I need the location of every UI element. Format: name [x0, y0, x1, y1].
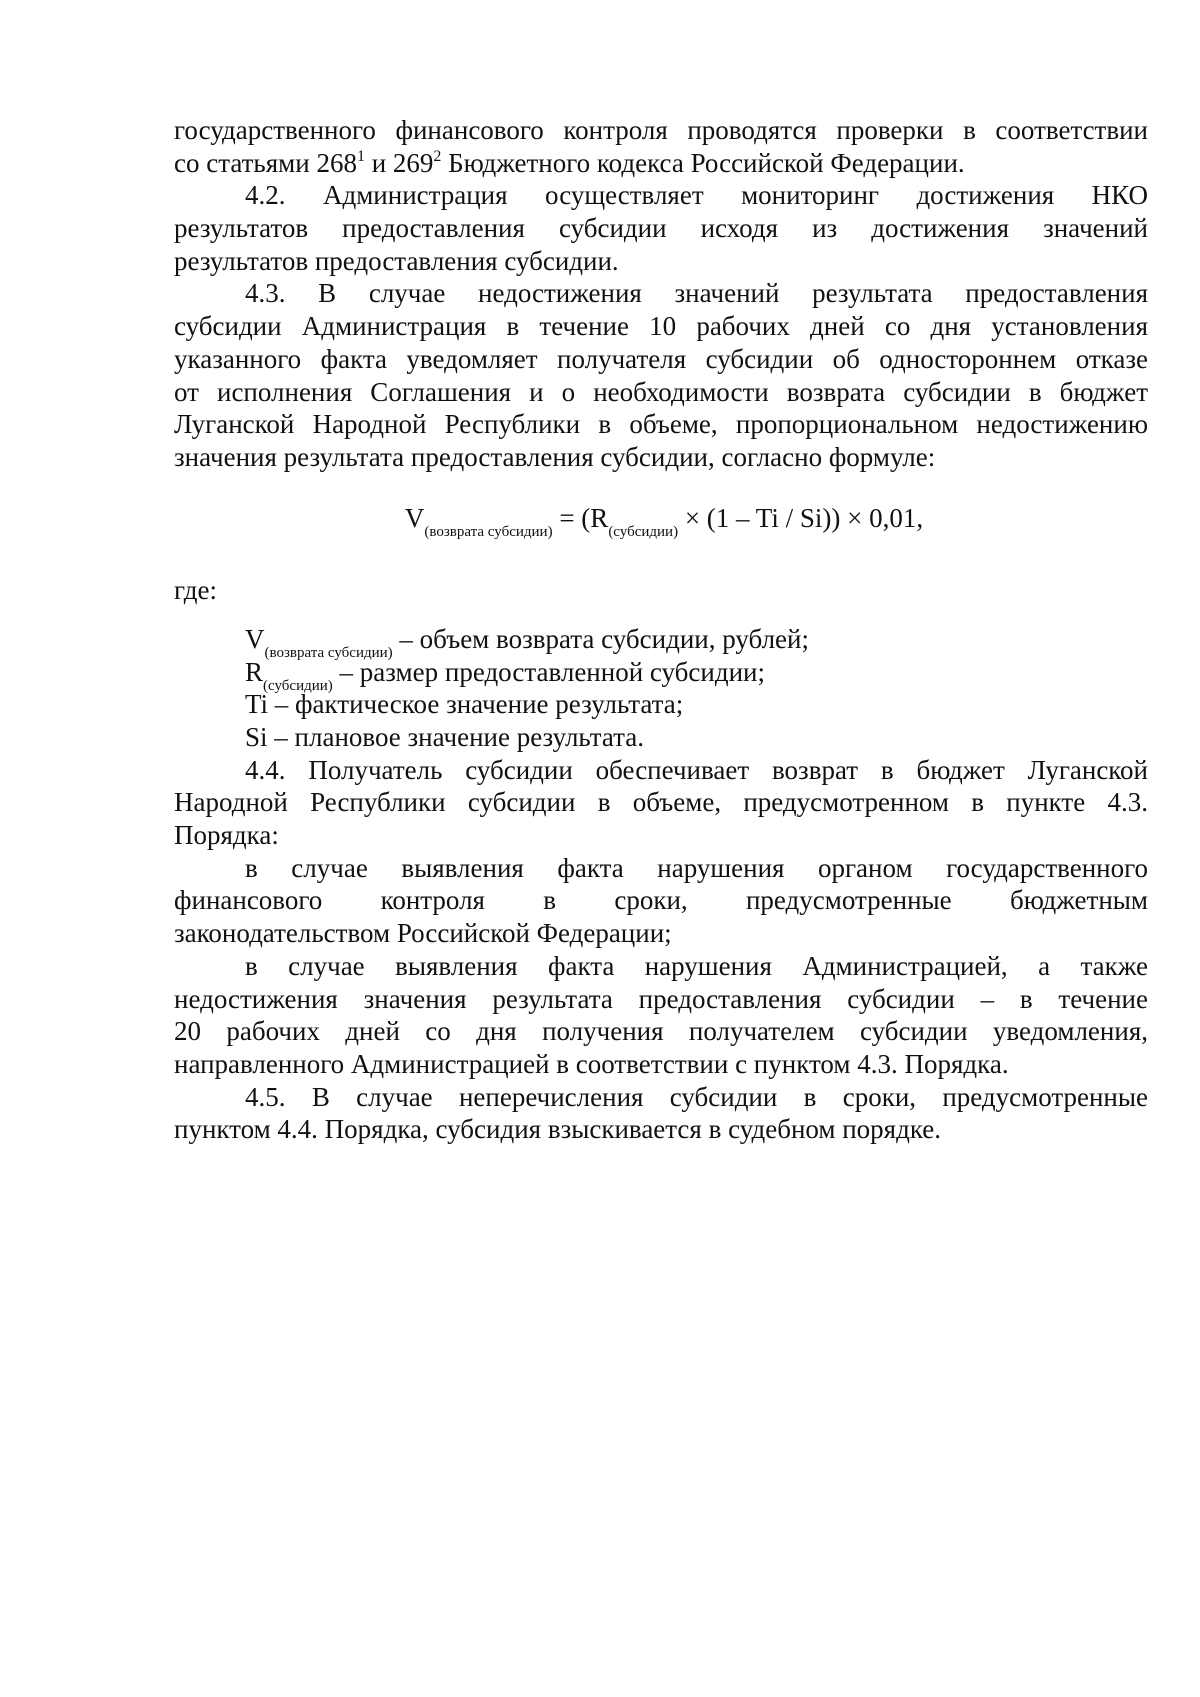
- text-fragment: Администрация осуществляет мониторинг достижения НКО: [322, 180, 1148, 211]
- intro-line-2: [174, 147, 1148, 180]
- paragraph-4-3-line-1: [174, 277, 1148, 310]
- intro-line-1: государственного финансового контроля проводятся проверки в соответствии: [174, 115, 1148, 145]
- paragraph-number: 4.2.: [245, 180, 286, 211]
- definition-symbol: V: [245, 623, 265, 654]
- case-1-line-3: законодательством Российской Федерации;: [174, 918, 672, 949]
- case-2-line-3: 20 рабочих дней со дня получения получателем субсидии уведомления,: [174, 1016, 1148, 1047]
- text-fragment: Получатель субсидии обеспечивает возврат в бюджет Луганской: [308, 754, 1148, 785]
- definition-text: – объем возврата субсидии, рублей;: [392, 623, 809, 654]
- paragraph-4-5-line-2: пунктом 4.4. Порядка, субсидия взыскивается в судебном порядке.: [174, 1114, 942, 1145]
- paragraph-4-2-line-3: результатов предоставления субсидии.: [174, 245, 619, 276]
- paragraph-number: 4.3.: [245, 278, 286, 309]
- formula-subscript: (субсидии): [608, 523, 679, 540]
- formula-symbol: V: [404, 502, 425, 533]
- text-fragment: со статьями 268: [174, 147, 357, 178]
- paragraph-4-5-line-1: [174, 1081, 1148, 1114]
- paragraph-4-4-line-1: [174, 754, 1148, 787]
- superscript-1: 1: [356, 147, 365, 165]
- case-2-line-1: в случае выявления факта нарушения Администрацией, а также: [245, 950, 1148, 981]
- definition-text: – фактическое значение результата;: [268, 689, 684, 720]
- text-fragment: и 269: [364, 147, 434, 178]
- definition-item: [174, 623, 1148, 662]
- text-fragment: Бюджетного кодекса Российской Федерации.: [441, 147, 965, 178]
- case-1-line-1: в случае выявления факта нарушения органом государственного: [245, 852, 1148, 883]
- paragraph-4-3-line-4: от исполнения Соглашения и о необходимости возврата субсидии в бюджет: [174, 376, 1148, 407]
- text-fragment: В случае недостижения значений результата предоставления: [318, 278, 1149, 309]
- definition-symbol: Ti: [245, 689, 269, 720]
- formula-text: = (R: [552, 502, 609, 533]
- definition-symbol: Si: [245, 722, 268, 752]
- paragraph-4-4-line-3: Порядка:: [174, 820, 279, 851]
- paragraph-4-4-line-2: Народной Республики субсидии в объеме, предусмотренном в пункте 4.3.: [174, 787, 1148, 818]
- definition-text: – плановое значение результата.: [267, 722, 644, 752]
- definition-subscript: (возврата субсидии): [264, 645, 393, 662]
- paragraph-4-3-line-6: значения результата предоставления субсидии, согласно формуле:: [174, 441, 936, 472]
- paragraph-4-3-line-3: указанного факта уведомляет получателя субсидии об одностороннем отказе: [174, 343, 1148, 374]
- case-2-line-4: направленного Администрацией в соответствии с пунктом 4.3. Порядка.: [174, 1048, 1009, 1079]
- document-body: [174, 114, 1148, 1146]
- formula-subscript: (возврата субсидии): [424, 523, 553, 540]
- case-1-line-2: финансового контроля в сроки, предусмотренные бюджетным: [174, 885, 1148, 916]
- definition-text: – размер предоставленной субсидии;: [332, 656, 765, 687]
- paragraph-4-3-line-2: субсидии Администрация в течение 10 рабочих дней со дня установления: [174, 311, 1148, 342]
- text-fragment: В случае неперечисления субсидии в сроки, предусмотренные: [311, 1081, 1148, 1112]
- where-label: где:: [174, 575, 217, 606]
- formula-text: × (1 – Ti / Si)) × 0,01,: [678, 502, 924, 533]
- formula: [174, 502, 1148, 540]
- paragraph-4-2-line-2: результатов предоставления субсидии исходя из достижения значений: [174, 213, 1148, 244]
- paragraph-4-3-line-5: Луганской Народной Республики в объеме, пропорциональном недостижению: [174, 409, 1148, 440]
- paragraph-number: 4.5.: [245, 1081, 286, 1112]
- case-2-line-2: недостижения значения результата предоставления субсидии – в течение: [174, 983, 1148, 1014]
- paragraph-number: 4.4.: [245, 754, 286, 785]
- paragraph-4-2-line-1: [174, 179, 1148, 212]
- definition-subscript: (субсидии): [263, 678, 333, 695]
- definition-item: [174, 721, 1148, 754]
- definition-symbol: R: [245, 656, 264, 687]
- superscript-2: 2: [433, 147, 442, 165]
